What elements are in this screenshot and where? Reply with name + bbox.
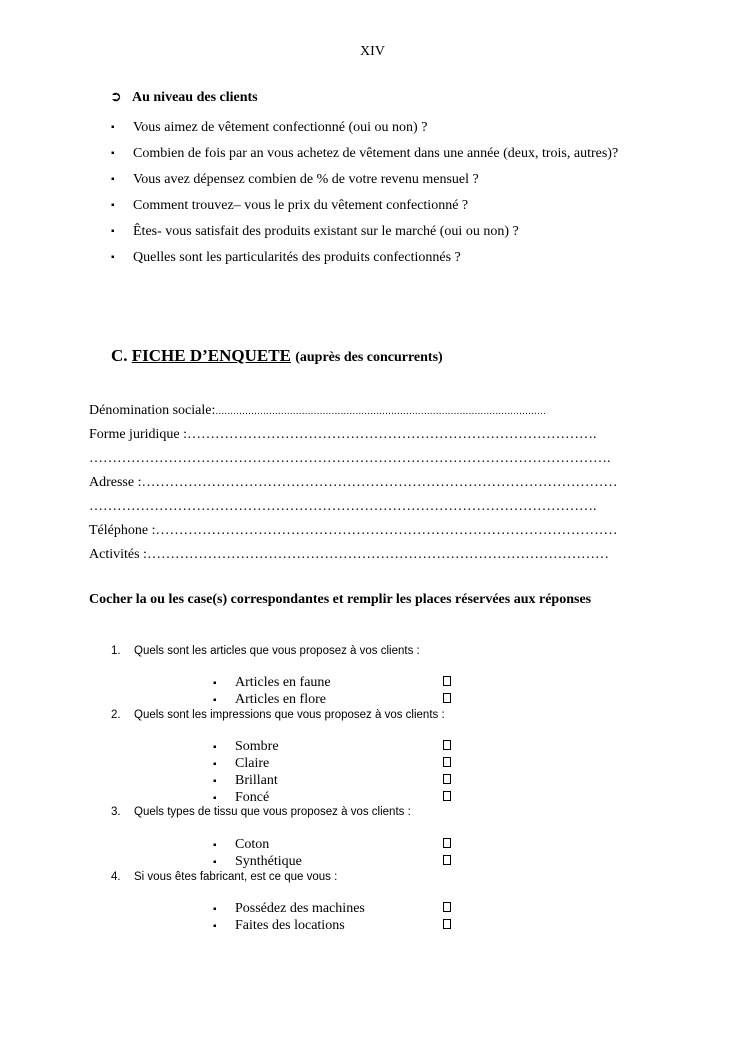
square-bullet-icon: ▪: [111, 148, 115, 159]
checkbox-synthetique[interactable]: [443, 855, 451, 865]
list-item: [111, 142, 656, 166]
question-text: Quels sont les articles que vous proposez à vos clients :: [134, 645, 420, 657]
adresse-field[interactable]: [89, 471, 659, 495]
list-item-text: Vous aimez de vêtement confectionné (oui ou non) ?: [133, 120, 428, 135]
checkbox-sombre[interactable]: [443, 740, 451, 750]
square-bullet-icon: ▪: [111, 252, 115, 263]
list-item-text: Combien de fois par an vous achetez de vêtement dans une année (deux, trois, autres)?: [133, 146, 619, 161]
field-dots: ………………………………………………………………………………………: [155, 523, 618, 538]
option-label: Sombre: [235, 739, 279, 754]
field-label: Dénomination sociale:: [89, 403, 216, 418]
checkbox-brillant[interactable]: [443, 774, 451, 784]
question-number: 1.: [111, 645, 121, 657]
checkbox-possedez-machines[interactable]: [443, 902, 451, 912]
square-bullet-icon: ▪: [213, 678, 217, 689]
question-text: Quels types de tissu que vous proposez à vos clients :: [134, 806, 411, 818]
activites-field[interactable]: [89, 543, 659, 567]
list-item-text: Vous avez dépensez combien de % de votre revenu mensuel ?: [133, 172, 479, 187]
question-number: 2.: [111, 709, 121, 721]
option-claire: [213, 755, 269, 773]
option-sombre: [213, 738, 279, 756]
checkbox-faites-locations[interactable]: [443, 919, 451, 929]
question-2: [111, 709, 445, 721]
field-dots: …………………………………………………………………………………………: [141, 475, 618, 490]
arrow-icon: ➲: [110, 90, 122, 105]
option-label: Possédez des machines: [235, 901, 365, 916]
square-bullet-icon: ▪: [111, 174, 115, 185]
list-item-text: Êtes- vous satisfait des produits existant sur le marché (oui ou non) ?: [133, 224, 519, 239]
question-number: 4.: [111, 871, 121, 883]
option-label: Claire: [235, 756, 270, 771]
checkbox-articles-faune[interactable]: [443, 676, 451, 686]
field-dots: ………………………………………………………………………………………………….: [89, 451, 611, 466]
fiche-title: [111, 346, 443, 366]
option-label: Articles en flore: [235, 692, 326, 707]
square-bullet-icon: ▪: [111, 122, 115, 133]
square-bullet-icon: ▪: [213, 759, 217, 770]
clients-question-list: [111, 116, 656, 272]
square-bullet-icon: ▪: [213, 904, 217, 915]
instruction-text: Cocher la ou les case(s) correspondantes et remplir les places réservées aux réponses: [89, 592, 592, 607]
adresse-continuation[interactable]: [89, 495, 659, 519]
field-label: Forme juridique :: [89, 427, 187, 442]
fiche-subtitle: (auprès des concurrents): [295, 350, 443, 365]
option-label: Articles en faune: [235, 675, 331, 690]
checkbox-coton[interactable]: [443, 838, 451, 848]
square-bullet-icon: ▪: [213, 742, 217, 753]
forme-juridique-field[interactable]: [89, 423, 659, 447]
option-fonce: [213, 789, 269, 807]
option-label: Coton: [235, 837, 270, 852]
option-articles-flore: [213, 691, 326, 709]
list-item: [111, 220, 656, 244]
forme-juridique-continuation[interactable]: [89, 447, 659, 471]
checkbox-articles-flore[interactable]: [443, 693, 451, 703]
list-item-text: Comment trouvez– vous le prix du vêtement confectionné ?: [133, 198, 469, 213]
option-brillant: [213, 772, 278, 790]
square-bullet-icon: ▪: [213, 921, 217, 932]
option-coton: [213, 836, 269, 854]
square-bullet-icon: ▪: [213, 695, 217, 706]
fiche-title-text: FICHE D’ENQUETE: [131, 346, 291, 365]
clients-heading-text: Au niveau des clients: [132, 90, 258, 105]
survey-form-fields: [89, 399, 659, 567]
question-4: [111, 871, 337, 883]
option-articles-faune: [213, 674, 331, 692]
list-item: [111, 194, 656, 218]
list-item: [111, 116, 656, 140]
field-dots: ...............................................................................................................: [215, 406, 546, 417]
option-possedez-machines: [213, 900, 365, 918]
question-3: [111, 806, 411, 818]
question-1: [111, 645, 420, 657]
square-bullet-icon: ▪: [213, 857, 217, 868]
field-dots: ……………………………………………………………………………………………….: [89, 499, 597, 514]
clients-section-heading: [110, 89, 258, 106]
question-text: Quels sont les impressions que vous proposez à vos clients :: [134, 709, 445, 721]
field-label: Adresse :: [89, 475, 142, 490]
denomination-field[interactable]: [89, 399, 659, 423]
square-bullet-icon: ▪: [213, 776, 217, 787]
question-number: 3.: [111, 806, 121, 818]
option-label: Brillant: [235, 773, 278, 788]
field-dots: …………………………………………………………………………….: [187, 427, 597, 442]
checkbox-claire[interactable]: [443, 757, 451, 767]
square-bullet-icon: ▪: [213, 793, 217, 804]
checkbox-fonce[interactable]: [443, 791, 451, 801]
list-item: [111, 246, 656, 270]
field-dots: ………………………………………………………………………………………: [146, 547, 609, 562]
field-label: Activités :: [89, 547, 147, 562]
fiche-letter: C.: [111, 346, 128, 365]
square-bullet-icon: ▪: [213, 840, 217, 851]
option-label: Synthétique: [235, 854, 302, 869]
list-item-text: Quelles sont les particularités des produits confectionnés ?: [133, 250, 461, 265]
question-text: Si vous êtes fabricant, est ce que vous :: [134, 871, 338, 883]
page-number: XIV: [360, 44, 385, 59]
list-item: [111, 168, 656, 192]
square-bullet-icon: ▪: [111, 200, 115, 211]
square-bullet-icon: ▪: [111, 226, 115, 237]
option-label: Faites des locations: [235, 918, 345, 933]
option-label: Foncé: [235, 790, 270, 805]
field-label: Téléphone :: [89, 523, 156, 538]
option-synthetique: [213, 853, 302, 871]
telephone-field[interactable]: [89, 519, 659, 543]
option-faites-locations: [213, 917, 345, 935]
